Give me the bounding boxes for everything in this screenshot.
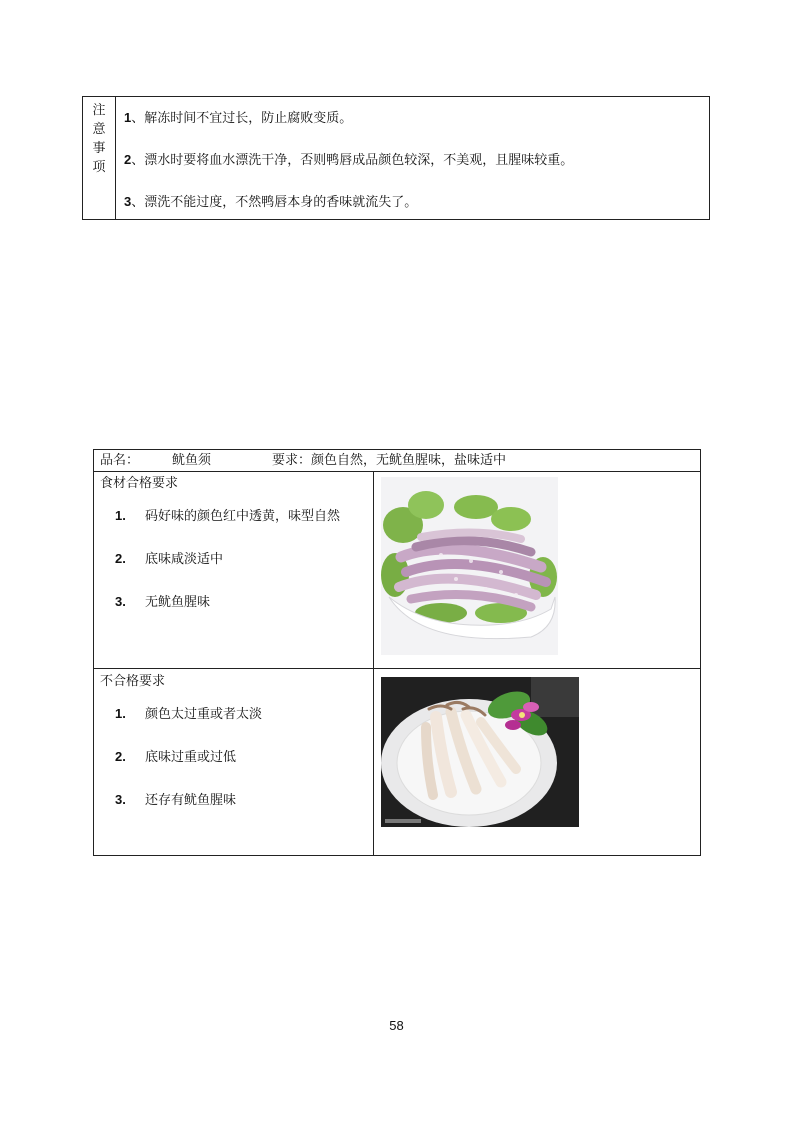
unqualified-cell xyxy=(94,669,374,855)
list-item xyxy=(100,748,373,767)
notes-heading-char: 注 xyxy=(92,103,106,118)
qualified-row xyxy=(94,471,700,669)
list-item xyxy=(100,705,373,724)
qualified-list xyxy=(100,507,373,612)
spec-header xyxy=(94,450,700,472)
item-number: 1. xyxy=(115,508,126,523)
note-item xyxy=(124,193,709,212)
unqualified-photo-cell xyxy=(374,669,700,855)
item-number: 2. xyxy=(115,551,126,566)
unqualified-list xyxy=(100,705,373,810)
note-text: 、漂水时要将血水漂洗干净，否则鸭唇成品颜色较深，不美观，且腥味较重。 xyxy=(131,153,574,168)
qualified-squid-photo xyxy=(381,477,558,655)
list-item xyxy=(100,593,373,612)
notes-heading-char: 项 xyxy=(92,160,106,175)
dish-name-label: 品名： xyxy=(100,453,140,468)
spec-table xyxy=(93,449,701,856)
note-number: 3 xyxy=(124,194,132,209)
item-text: 码好味的颜色红中透黄，味型自然 xyxy=(145,509,341,524)
notes-heading-char: 意 xyxy=(92,122,106,137)
item-text: 还存有鱿鱼腥味 xyxy=(145,793,237,808)
notes-heading xyxy=(83,97,116,219)
note-text: 、解冻时间不宜过长，防止腐败变质。 xyxy=(131,111,353,126)
notes-table xyxy=(82,96,710,220)
note-number: 1 xyxy=(124,110,132,125)
item-text: 颜色太过重或者太淡 xyxy=(145,707,263,722)
note-number: 2 xyxy=(124,152,132,167)
note-text: 、漂洗不能过度，不然鸭唇本身的香味就流失了。 xyxy=(131,195,418,210)
qualified-cell xyxy=(94,471,374,668)
notes-body xyxy=(116,97,709,219)
unqualified-row xyxy=(94,669,700,855)
qualified-photo-cell xyxy=(374,471,700,668)
squid-plate-illustration xyxy=(381,677,579,827)
notes-heading-char: 事 xyxy=(92,141,106,156)
item-text: 底味过重或过低 xyxy=(145,750,237,765)
unqualified-title: 不合格要求 xyxy=(100,674,166,689)
item-number: 2. xyxy=(115,749,126,764)
item-number: 1. xyxy=(115,706,126,721)
list-item xyxy=(100,791,373,810)
note-item xyxy=(124,151,709,170)
item-text: 无鱿鱼腥味 xyxy=(145,595,211,610)
qualified-title: 食材合格要求 xyxy=(100,476,179,491)
item-number: 3. xyxy=(115,792,126,807)
page-number: 58 xyxy=(389,1018,404,1033)
list-item xyxy=(100,550,373,569)
list-item xyxy=(100,507,373,526)
unqualified-squid-photo xyxy=(381,677,579,827)
dish-name-value: 鱿鱼须 xyxy=(172,453,212,468)
note-item xyxy=(124,109,709,128)
item-number: 3. xyxy=(115,594,126,609)
item-text: 底味咸淡适中 xyxy=(145,552,224,567)
squid-dish-illustration xyxy=(381,477,558,655)
dish-requirement: 要求：颜色自然，无鱿鱼腥味，盐味适中 xyxy=(272,453,507,468)
